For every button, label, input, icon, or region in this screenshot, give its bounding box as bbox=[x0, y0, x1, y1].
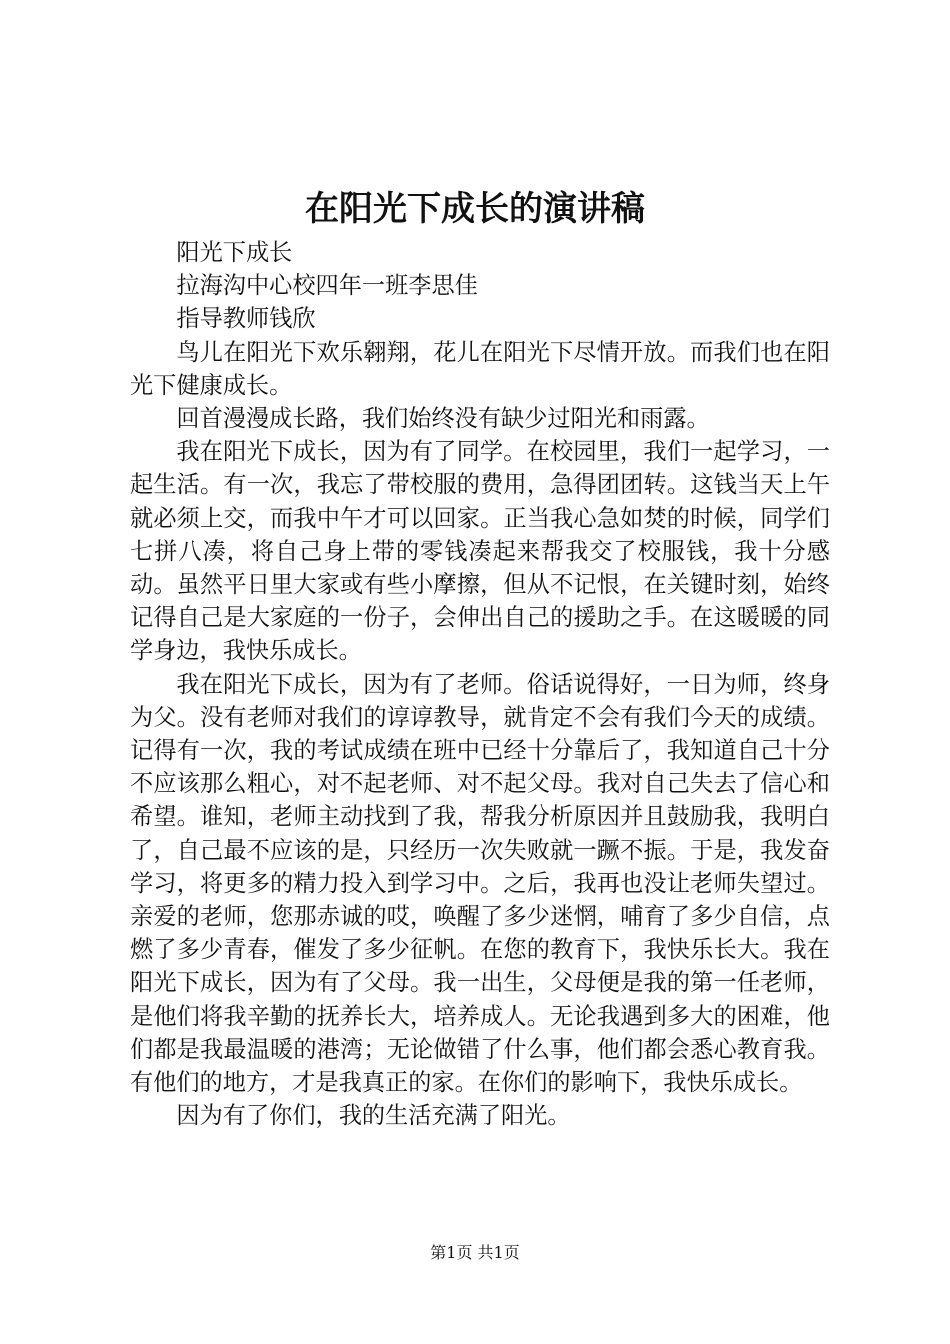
page-number-footer: 第1页 共1页 bbox=[430, 1243, 520, 1262]
author-line: 拉海沟中心校四年一班李思佳 bbox=[176, 272, 478, 300]
paragraph: 因为有了你们，我的生活充满了阳光。 bbox=[176, 1102, 571, 1130]
paragraph: 鸟儿在阳光下欢乐翱翔，花儿在阳光下尽情开放。而我们也在阳光下健康成长。 bbox=[130, 338, 830, 399]
speech-heading: 阳光下成长 bbox=[176, 239, 293, 266]
paragraph: 我在阳光下成长，因为有了老师。俗话说得好，一日为师，终身为父。没有老师对我们的谆谆教导，就肯定不会有我们今天的成绩。记得有一次，我的考试成绩在班中已经十分靠后了，我知道自己十分不应该那么粗心，对不起老师、对不起父母。我对自己失去了信心和希望。谁知，老师主动找到了我，帮我分析原因并且鼓励我，我明白了，自己最不应该的是，只经历一次失败就一蹶不振。于是，我发奋学习，将更多的精力投入到学习中。之后，我再也没让老师失望过。亲爱的老师，您那赤诚的哎，唤醒了多少迷惘，哺育了多少自信，点燃了多少青春，催发了多少征帆。在您的教育下，我快乐长大。我在阳光下成长，因为有了父母。我一出生，父母便是我的第一任老师，是他们将我辛勤的抚养长大，培养成人。无论我遇到多大的困难，他们都是我最温暖的港湾；无论做错了什么事，他们都会悉心教育我。有他们的地方，才是我真正的家。在你们的影响下，我快乐成长。 bbox=[130, 670, 830, 1097]
document-title: 在阳光下成长的演讲稿 bbox=[305, 189, 645, 229]
document-body bbox=[130, 236, 830, 1132]
paragraph: 回首漫漫成长路，我们始终没有缺少过阳光和雨露。 bbox=[176, 405, 710, 433]
teacher-line: 指导教师钱欣 bbox=[176, 305, 316, 333]
paragraph: 我在阳光下成长，因为有了同学。在校园里，我们一起学习，一起生活。有一次，我忘了带校服的费用，急得团团转。这钱当天上午就必须上交，而我中午才可以回家。正当我心急如焚的时候，同学们七拼八凑，将自己身上带的零钱凑起来帮我交了校服钱，我十分感动。虽然平日里大家或有些小摩擦，但从不记恨，在关键时刻，始终记得自己是大家庭的一份子，会伸出自己的援助之手。在这暖暖的同学身边，我快乐成长。 bbox=[130, 438, 830, 665]
